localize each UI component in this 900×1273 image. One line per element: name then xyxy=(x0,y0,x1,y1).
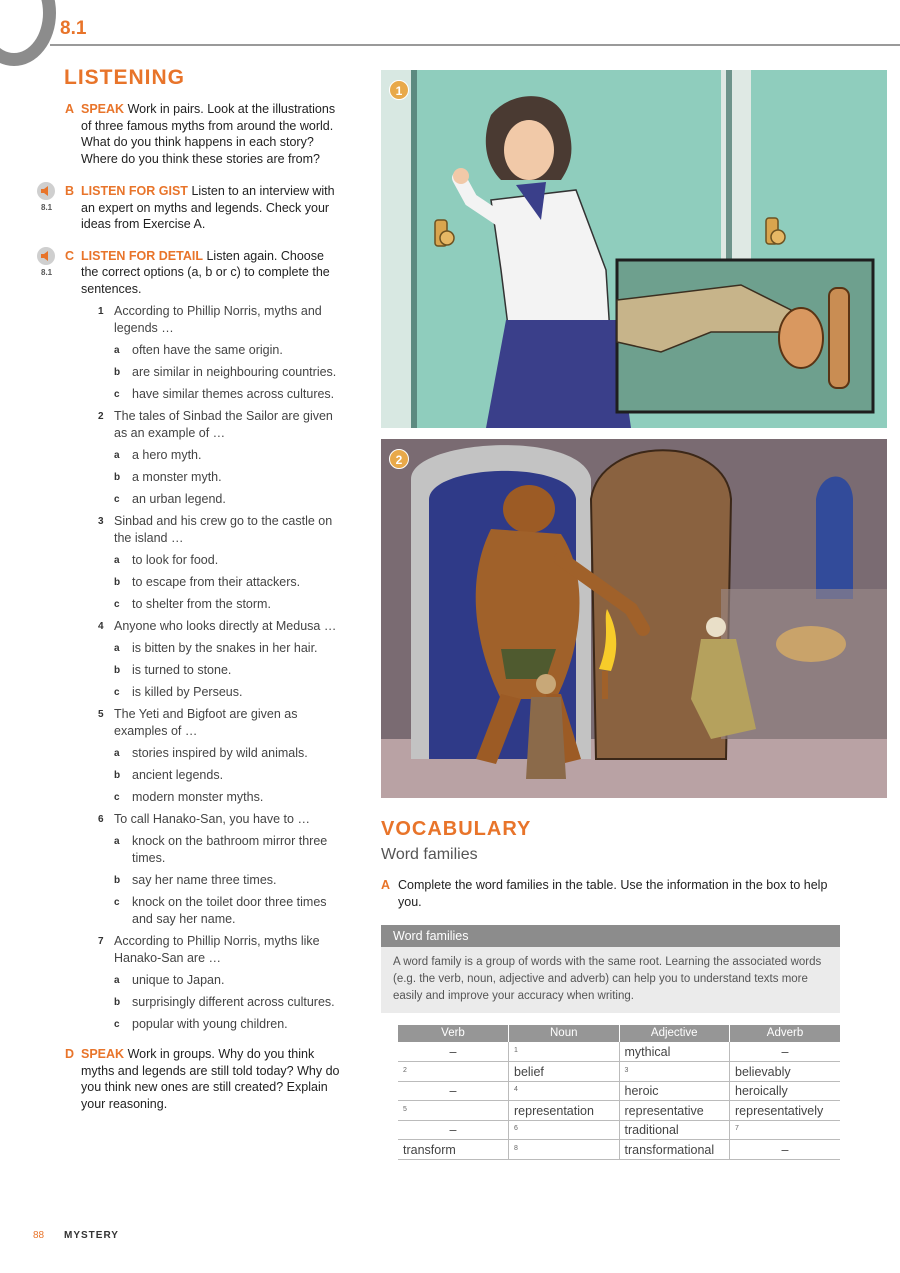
gap-number: 3 xyxy=(624,1066,629,1074)
question-number: 2 xyxy=(98,411,104,422)
question-text: Sinbad and his crew go to the castle on the island … xyxy=(114,514,333,545)
option-letter: a xyxy=(114,555,120,566)
table-cell xyxy=(509,1062,620,1082)
option-letter: c xyxy=(114,599,120,610)
question xyxy=(98,408,340,442)
audio-track-number: 8.1 xyxy=(41,203,53,212)
cell-text: traditional xyxy=(624,1123,679,1137)
exercise-c xyxy=(40,248,340,298)
exercise-letter: A xyxy=(381,878,391,892)
table-cell xyxy=(730,1062,841,1082)
option-text: stories inspired by wild animals. xyxy=(132,746,308,760)
listening-section xyxy=(40,66,340,1112)
cell-text: mythical xyxy=(624,1045,671,1059)
question-number: 6 xyxy=(98,814,104,825)
question xyxy=(98,811,340,828)
page-number: 88 xyxy=(33,1230,45,1241)
exercise-label: LISTEN FOR DETAIL xyxy=(81,248,203,263)
unit-label: 8.1 xyxy=(60,18,87,39)
table-cell xyxy=(398,1140,509,1160)
option-letter: a xyxy=(114,836,120,847)
cell-text: transformational xyxy=(624,1142,715,1157)
option-text: modern monster myths. xyxy=(132,790,264,804)
info-box-title: Word families xyxy=(381,925,840,947)
answer-option[interactable] xyxy=(98,342,340,359)
option-text: often have the same origin. xyxy=(132,343,283,357)
question-list xyxy=(98,303,340,1033)
option-text: popular with young children. xyxy=(132,1017,288,1031)
option-letter: c xyxy=(114,897,120,908)
table-row xyxy=(398,1081,840,1101)
option-letter: b xyxy=(114,997,121,1008)
vocabulary-title: VOCABULARY xyxy=(381,818,532,840)
exercise-label: LISTEN FOR GIST xyxy=(81,184,188,198)
answer-option[interactable] xyxy=(98,552,340,569)
option-text: to shelter from the storm. xyxy=(132,597,271,611)
answer-option[interactable] xyxy=(98,789,340,806)
gap-cell[interactable] xyxy=(509,1081,620,1101)
footer-section: MYSTERY xyxy=(64,1230,119,1241)
option-text: knock on the toilet door three times and say her name. xyxy=(132,895,327,926)
info-box-text: A word family is a group of words with the same root. Learning the associated words (e.g. the verb, noun, adjective and adverb) can help you to understand texts more easily and improve your accuracy when writing. xyxy=(393,956,822,1002)
column-header: Verb xyxy=(398,1025,509,1042)
question-number: 1 xyxy=(98,306,104,317)
exercise-text: Listen to an interview with an expert on myths and legends. Check your ideas from Exercise A. xyxy=(81,184,335,231)
table-cell xyxy=(619,1101,730,1121)
question-text: According to Phillip Norris, myths like Hanako-San are … xyxy=(114,934,320,965)
cell-text: heroically xyxy=(735,1084,788,1098)
illustration-number: 2 xyxy=(389,449,409,469)
exercise-d xyxy=(40,1046,340,1112)
illustration-1 xyxy=(381,70,887,428)
answer-option[interactable] xyxy=(98,574,340,591)
gap-cell[interactable] xyxy=(509,1042,620,1062)
gap-cell[interactable] xyxy=(398,1101,509,1121)
question-text: To call Hanako-San, you have to … xyxy=(114,812,310,826)
answer-option[interactable] xyxy=(98,469,340,486)
cell-text: heroic xyxy=(624,1084,659,1098)
option-letter: b xyxy=(114,472,121,483)
answer-option[interactable] xyxy=(98,972,340,989)
gap-cell[interactable] xyxy=(398,1062,509,1082)
option-text: are similar in neighbouring countries. xyxy=(132,365,337,379)
cell-text: – xyxy=(449,1084,457,1098)
option-letter: c xyxy=(114,389,120,400)
option-text: to escape from their attackers. xyxy=(132,575,301,589)
option-letter: c xyxy=(114,687,120,698)
column-header: Adjective xyxy=(619,1025,730,1042)
question xyxy=(98,933,340,967)
column-header: Adverb xyxy=(730,1025,841,1042)
option-text: to look for food. xyxy=(132,553,219,567)
option-text: an urban legend. xyxy=(132,492,226,506)
table-cell xyxy=(619,1081,730,1101)
cell-text: transform xyxy=(403,1142,456,1157)
exercise-letter: B xyxy=(65,184,75,198)
option-text: a hero myth. xyxy=(132,448,202,462)
exercise-text: Work in groups. Why do you think myths and legends are still told today? Why do you think new ones are still created? Explain your reasoning. xyxy=(81,1047,340,1111)
cell-text: – xyxy=(781,1045,789,1059)
option-text: surprisingly different across cultures. xyxy=(132,995,335,1009)
table-body xyxy=(398,1042,840,1159)
table-cell xyxy=(619,1120,730,1140)
option-letter: b xyxy=(114,770,121,781)
gap-number: 5 xyxy=(403,1105,407,1113)
table-cell xyxy=(730,1081,841,1101)
option-letter: b xyxy=(114,665,121,676)
cell-text: – xyxy=(449,1123,457,1137)
option-text: a monster myth. xyxy=(132,470,222,484)
table-row xyxy=(398,1140,840,1160)
answer-option[interactable] xyxy=(98,640,340,657)
cell-text: representative xyxy=(624,1103,704,1118)
gap-number: 7 xyxy=(735,1125,739,1132)
table-cell xyxy=(730,1042,841,1062)
option-letter: b xyxy=(114,577,121,588)
table-cell xyxy=(730,1101,841,1121)
answer-option[interactable] xyxy=(98,364,340,381)
exercise-b xyxy=(40,183,340,233)
gap-number: 2 xyxy=(403,1066,407,1074)
gap-cell[interactable] xyxy=(509,1120,620,1140)
speaker-icon[interactable] xyxy=(37,182,55,200)
illustration-2 xyxy=(381,439,887,798)
cell-text: believably xyxy=(735,1064,791,1079)
girl-at-door-illustration xyxy=(381,70,887,428)
table-cell xyxy=(398,1120,509,1140)
option-text: ancient legends. xyxy=(132,768,224,782)
option-letter: c xyxy=(114,792,120,803)
option-text: is turned to stone. xyxy=(132,663,232,677)
answer-option[interactable] xyxy=(98,767,340,784)
question-number: 3 xyxy=(98,516,104,527)
exercise-a xyxy=(40,101,340,167)
illustration-number: 1 xyxy=(389,80,409,100)
table-row xyxy=(398,1120,840,1140)
option-letter: c xyxy=(114,1019,120,1030)
cell-text: – xyxy=(449,1045,457,1059)
exercise-text: Complete the word families in the table. Use the information in the box to help you. xyxy=(398,878,828,909)
vocabulary-exercise-a xyxy=(381,877,851,910)
exercise-letter: D xyxy=(65,1047,75,1061)
column-header: Noun xyxy=(509,1025,620,1042)
gap-number: 4 xyxy=(514,1086,518,1093)
word-families-info-box xyxy=(381,925,840,1013)
table-row xyxy=(398,1042,840,1062)
corner-decoration xyxy=(0,0,56,66)
question xyxy=(98,303,340,337)
exercise-letter: C xyxy=(65,248,75,263)
option-text: is killed by Perseus. xyxy=(132,685,243,699)
gap-number: 1 xyxy=(514,1047,518,1054)
vocabulary-subtitle: Word families xyxy=(381,846,478,863)
table-cell xyxy=(398,1042,509,1062)
word-families-table xyxy=(398,1025,840,1160)
table-row xyxy=(398,1062,840,1082)
option-letter: a xyxy=(114,975,120,986)
answer-option[interactable] xyxy=(98,596,340,613)
option-letter: b xyxy=(114,367,121,378)
answer-option[interactable] xyxy=(98,833,340,867)
option-letter: a xyxy=(114,748,120,759)
question-number: 4 xyxy=(98,621,104,632)
answer-option[interactable] xyxy=(98,386,340,403)
table-cell xyxy=(398,1081,509,1101)
answer-option[interactable] xyxy=(98,745,340,762)
exercise-letter: A xyxy=(65,102,75,116)
table-cell xyxy=(730,1140,841,1160)
question-number: 5 xyxy=(98,709,104,720)
cell-text: representation xyxy=(514,1103,594,1118)
option-text: knock on the bathroom mirror three times. xyxy=(132,834,328,865)
gap-number: 8 xyxy=(514,1144,518,1152)
question-text: Anyone who looks directly at Medusa … xyxy=(114,619,337,633)
table-header-row xyxy=(398,1025,840,1042)
option-letter: a xyxy=(114,450,120,461)
question-text: The tales of Sinbad the Sailor are given as an example of … xyxy=(114,409,333,440)
table-cell xyxy=(509,1101,620,1121)
listening-title: LISTENING xyxy=(64,66,186,89)
answer-option[interactable] xyxy=(98,894,340,928)
cell-text: – xyxy=(781,1142,789,1157)
option-letter: b xyxy=(114,875,121,886)
option-text: have similar themes across cultures. xyxy=(132,387,335,401)
option-letter: a xyxy=(114,643,120,654)
exercise-label: SPEAK xyxy=(81,1047,125,1061)
gap-cell[interactable] xyxy=(619,1062,730,1082)
audio-track-number: 8.1 xyxy=(41,267,53,277)
exercise-text: Listen again. Choose the correct options (a, b or c) to complete the sentences. xyxy=(81,248,330,296)
question-text: According to Phillip Norris, myths and legends … xyxy=(114,304,322,335)
table-row xyxy=(398,1101,840,1121)
answer-option[interactable] xyxy=(98,994,340,1011)
speaker-icon[interactable] xyxy=(37,247,55,265)
table-cell xyxy=(619,1140,730,1160)
question-text: The Yeti and Bigfoot are given as examples of … xyxy=(114,707,298,738)
answer-option[interactable] xyxy=(98,491,340,508)
answer-option[interactable] xyxy=(98,872,340,889)
option-letter: a xyxy=(114,345,120,356)
monster-doorway-illustration xyxy=(381,439,887,798)
gap-number: 6 xyxy=(514,1125,518,1132)
question-number: 7 xyxy=(98,936,104,947)
cell-text: representatively xyxy=(735,1103,824,1118)
option-text: unique to Japan. xyxy=(132,973,225,987)
cell-text: belief xyxy=(514,1064,544,1079)
option-letter: c xyxy=(114,494,120,505)
answer-option[interactable] xyxy=(98,662,340,679)
question xyxy=(98,706,340,740)
option-text: say her name three times. xyxy=(132,873,277,887)
answer-option[interactable] xyxy=(98,684,340,701)
header-rule xyxy=(50,44,900,46)
option-text: is bitten by the snakes in her hair. xyxy=(132,641,318,655)
exercise-text: Work in pairs. Look at the illustrations of three famous myths from around the world. What do you think happens in each story? Where do you think these stories are from? xyxy=(81,102,336,166)
answer-option[interactable] xyxy=(98,447,340,464)
table-cell xyxy=(619,1042,730,1062)
gap-cell[interactable] xyxy=(509,1140,620,1160)
question xyxy=(98,618,340,635)
answer-option[interactable] xyxy=(98,1016,340,1033)
gap-cell[interactable] xyxy=(730,1120,841,1140)
question xyxy=(98,513,340,547)
exercise-label: SPEAK xyxy=(81,102,125,116)
